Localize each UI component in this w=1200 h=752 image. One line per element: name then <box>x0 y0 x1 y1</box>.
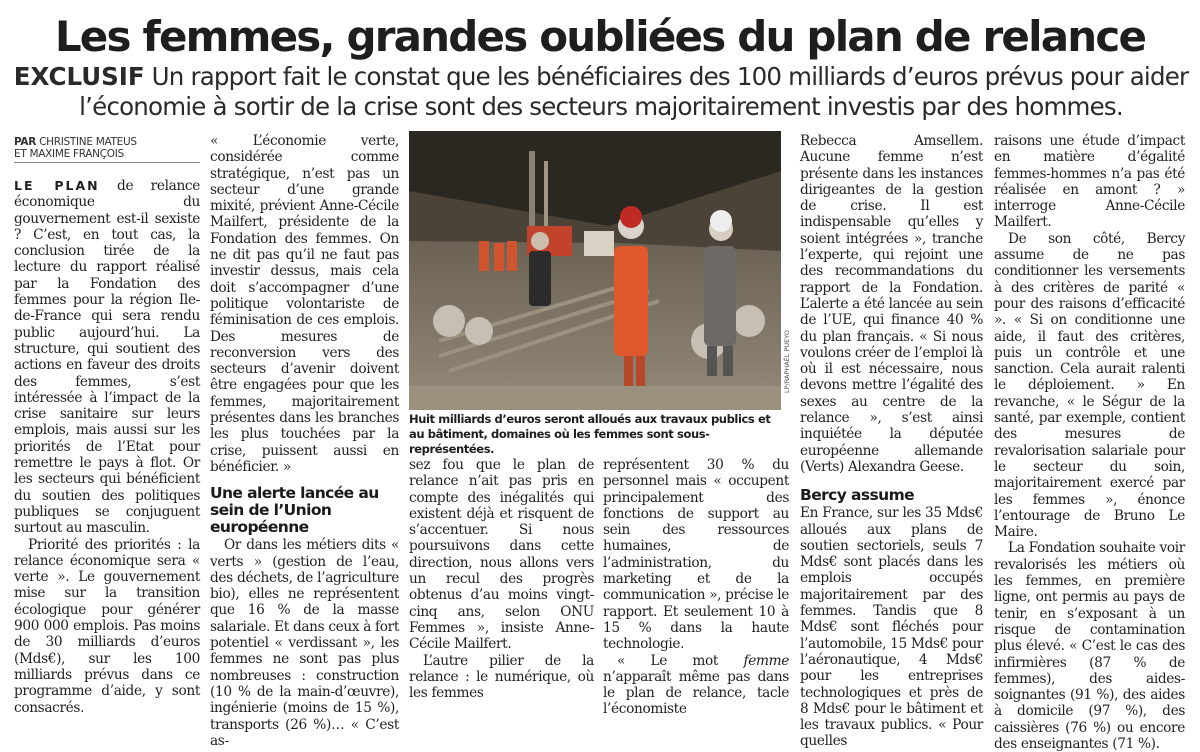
subhead-text: Un rapport fait le constat que les bénéficiaires des 100 milliards d’euros prévus pour aider l’économie à sortir de la crise sont des secteurs majoritairement investis par des hommes. <box>79 62 1189 121</box>
byline-authors-1: CHRISTINE MATEUS <box>36 136 137 148</box>
byline <box>14 136 204 160</box>
article-column-3 <box>409 457 594 701</box>
construction-tunnel-photo <box>409 131 781 410</box>
byline-divider <box>14 162 200 163</box>
emphasis: femme <box>743 652 789 669</box>
paragraph: Priorité des priorités : la relance économique sera « verte ». Le gouvernement mise sur la transition écologique pour générer 900 000 emplois. Pas moins de 30 milliards d’euros (Mds€), sur les 100 milliards prévus dans ce programme d’aide, y sont consacrés. <box>14 536 200 716</box>
article-column-1 <box>14 178 200 716</box>
section-title-union-europeenne: Une alerte lancée au sein de l’Union européenne <box>210 484 379 537</box>
paragraph: « Le mot femme n’apparaît même pas dans le plan de relance, tacle l’économiste <box>603 652 789 718</box>
paragraph: « L’économie verte, considérée comme stratégique, n’est pas un secteur d’une grande mixité, prévient Anne-Cécile Mailfert, présidente de la Fondation des femmes. On ne dit pas qu’il ne faut pas investir dessus, mais cela doit s’accompagner d’une politique volontariste de féminisation de ces emplois. Des mesures de reconversion vers des secteurs d’avenir doivent être engagées pour que les femmes, majoritairement présentes dans les branches les plus touchées par la crise, puissent aussi en bénéficier. » <box>210 133 399 475</box>
article-column-2 <box>210 133 399 749</box>
paragraph: Or dans les métiers dits « verts » (gestion de l’eau, des déchets, de l’agriculture bio), elles ne représentent que 16 % de la masse salariale. Et dans ceux à fort potentiel « verdissant », les femmes ne sont pas plus nombreuses : construction (10 % de la main-d’œuvre), ingénierie (moins de 15 %), transports (26 %)… « C’est as- <box>210 537 399 749</box>
paragraph: raisons une étude d’impact en matière d’égalité femmes-hommes n’a pas été réalisée en amont ? » interroge Anne-Cécile Mailfert. <box>994 133 1185 231</box>
section-title-bercy-assume: Bercy assume <box>800 486 915 505</box>
lead-in: LE PLAN <box>14 178 100 193</box>
paragraph: En France, sur les 35 Mds€ alloués aux plans de soutien sectoriels, seuls 7 Mds€ sont placés dans les emplois occupés majoritairement par des femmes. Tandis que 8 Mds€ sont fléchés pour l’automobile, 15 Mds€ pour l’aéronautique, 4 Mds€ pour les entreprises technologiques et près de 8 Mds€ pour le bâtiment et les travaux publics. « Pour quelles <box>800 505 983 750</box>
paragraph: LE PLAN de relance économique du gouvernement est-il sexiste ? C’est, en tout cas, la conclusion tirée de la lecture du rapport réalisé par la Fondation des femmes pour la région Ile-de-France qui sera rendu public aujourd’hui. La structure, qui soutient des actions en faveur des droits des femmes, s’est intéressée à l’impact de la crise sanitaire sur leurs emplois, mais aussi sur les priorités de l’Etat pour remettre le pays à flot. Or les secteurs qui bénéficient du soutien des politiques publiques se conjuguent surtout au masculin. <box>14 178 200 537</box>
headline: Les femmes, grandes oubliées du plan de relance <box>54 12 1146 61</box>
subhead <box>8 62 1194 122</box>
paragraph: La Fondation souhaite voir revalorisés les métiers où les femmes, en première ligne, ont permis au pays de tenir, en s’exposant à un risque de contamination plus élevé. « C’est le cas des infirmières (87 % de femmes), des aides-soignantes (91 %), des aides à domicile (97 %), des caissières (76 %) ou encore des enseignantes (71 %). <box>994 540 1185 752</box>
paragraph: De son côté, Bercy assume de ne pas conditionner les versements à des critères de parité « pour des raisons d’efficacité ». « Si on conditionne une aide, il faut des critères, puis un contrôle et une sanction. Cela aurait ralenti le déploiement. » En revanche, « le Ségur de la santé, par exemple, contient des mesures de revalorisation salariale pour le secteur du soin, majoritairement exercé par les femmes », énonce l’entourage de Bruno Le Maire. <box>994 230 1185 541</box>
byline-authors-2: ET MAXIME FRANÇOIS <box>14 148 124 160</box>
byline-par: PAR <box>14 136 37 148</box>
paragraph: sez fou que le plan de relance n’ait pas pris en compte des inégalités qui existent déjà et risquent de s’accentuer. Si nous poursuivons dans cette direction, nous allons vers un recul des progrès obtenus d’au moins vingt-cinq ans, selon ONU Femmes », insiste Anne-Cécile Mailfert. <box>409 457 594 653</box>
photo-credit: LP/RAPHAËL PUEYO <box>783 330 791 393</box>
article-column-4 <box>603 457 789 718</box>
paragraph: représentent 30 % du personnel mais « occupent principalement des fonctions de support au sein des ressources humaines, de l’administration, du marketing et de la communication », précise le rapport. Et seulement 10 à 15 % dans la haute technologie. <box>603 457 790 653</box>
exclusive-tag: EXCLUSIF <box>13 62 145 91</box>
photo-caption: Huit milliards d’euros seront alloués aux travaux publics et au bâtiment, domaines où les femmes sont sous-représentées. <box>409 412 771 456</box>
paragraph: L’autre pilier de la relance : le numérique, où les femmes <box>409 652 594 702</box>
paragraph: Rebecca Amsellem. Aucune femme n’est présente dans les instances dirigeantes de la gestion de crise. Il est indispensable qu’elles y soient intégrées », tranche l’experte, qui rejoint une des recommandations du rapport de la Fondation. L’alerte a été lancée au sein de l’UE, qui finance 40 % du plan français. « Si nous voulons créer de l’emploi là où il est nécessaire, nous devons mettre l’égalité des sexes au centre de la relance », s’est ainsi inquiétée la députée européenne allemande (Verts) Alexandra Geese. <box>800 133 983 475</box>
article-column-5 <box>800 133 983 750</box>
article-column-6 <box>994 133 1185 752</box>
article-photo <box>409 131 781 410</box>
